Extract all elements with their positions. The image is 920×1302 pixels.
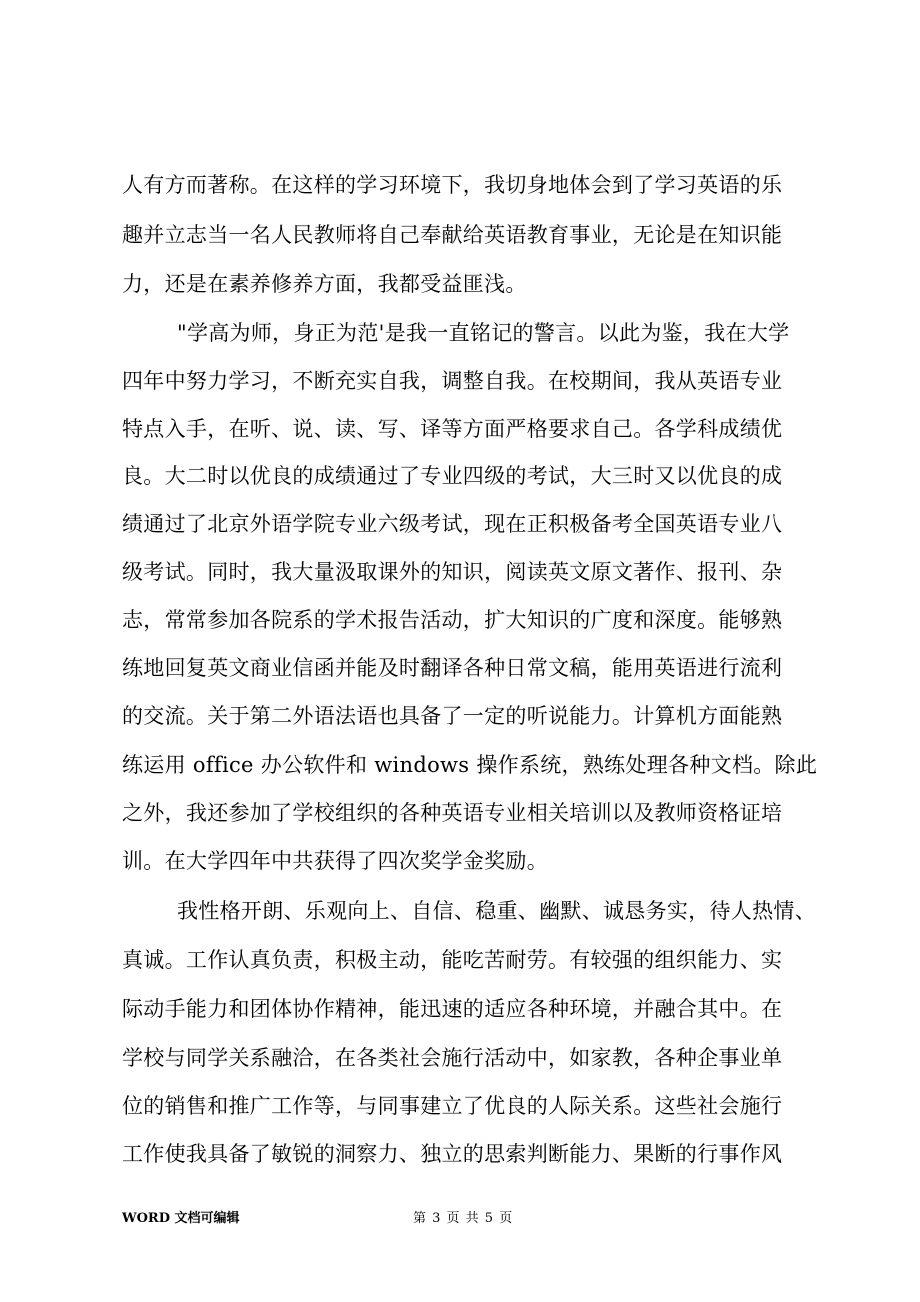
text-line: 志，常常参加各院系的学术报告活动，扩大知识的广度和深度。能够熟 (122, 608, 783, 632)
text-line-paragraph-start: 我性格开朗、乐观向上、自信、稳重、幽默、诚恳务实，待人热情、 (177, 899, 816, 923)
text-line: 练地回复英文商业信函并能及时翻译各种日常文稿，能用英语进行流利 (122, 656, 783, 680)
text-line: 真诚。工作认真负责，积极主动，能吃苦耐劳。有较强的组织能力、实 (122, 948, 783, 972)
text-line: 训。在大学四年中共获得了四次奖学金奖励。 (122, 849, 548, 873)
text-line-paragraph-start: "学高为师，身正为范'是我一直铭记的警言。以此为鉴，我在大学 (177, 321, 790, 345)
footer-editable-label: WORD 文档可编辑 (122, 1211, 240, 1226)
text-line: 级考试。同时，我大量汲取课外的知识，阅读英文原文著作、报刊、杂 (122, 560, 783, 584)
text-line: 练运用 office 办公软件和 windows 操作系统，熟练处理各种文档。除此 (122, 753, 818, 777)
footer-page-number: 第 3 页 共 5 页 (413, 1211, 514, 1226)
text-line: 际动手能力和团体协作精神，能迅速的适应各种环境，并融合其中。在 (122, 997, 783, 1021)
text-line: 之外，我还参加了学校组织的各种英语专业相关培训以及教师资格证培 (122, 801, 783, 825)
text-line: 特点入手，在听、说、读、写、译等方面严格要求自己。各学科成绩优 (122, 417, 783, 441)
text-line: 绩通过了北京外语学院专业六级考试，现在正积极备考全国英语专业八 (122, 512, 783, 536)
text-line: 人有方而著称。在这样的学习环境下，我切身地体会到了学习英语的乐 (122, 173, 783, 197)
text-line: 位的销售和推广工作等，与同事建立了优良的人际关系。这些社会施行 (122, 1094, 783, 1118)
text-line: 的交流。关于第二外语法语也具备了一定的听说能力。计算机方面能熟 (122, 704, 783, 728)
text-line: 四年中努力学习，不断充实自我，调整自我。在校期间，我从英语专业 (122, 369, 783, 393)
text-line: 工作使我具备了敏锐的洞察力、独立的思索判断能力、果断的行事作风 (122, 1142, 783, 1166)
text-line: 学校与同学关系融洽，在各类社会施行活动中，如家教，各种企事业单 (122, 1046, 783, 1070)
text-line: 趣并立志当一名人民教师将自己奉献给英语教育事业，无论是在知识能 (122, 223, 783, 247)
text-line: 力，还是在素养修养方面，我都受益匪浅。 (122, 272, 527, 296)
text-line: 良。大二时以优良的成绩通过了专业四级的考试，大三时又以优良的成 (122, 464, 783, 488)
